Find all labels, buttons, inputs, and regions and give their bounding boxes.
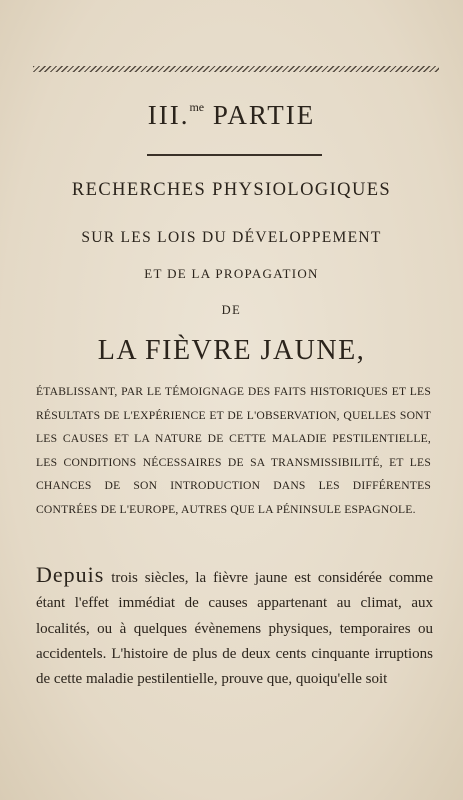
ornamental-top-rule	[33, 66, 439, 72]
title-line-1: RECHERCHES PHYSIOLOGIQUES	[71, 180, 392, 200]
part-heading	[0, 100, 463, 131]
title-line-4: DE	[221, 303, 242, 317]
body-first-word: Depuis	[36, 562, 105, 587]
main-title: LA FIÈVRE JAUNE,	[97, 335, 366, 366]
body-text: trois siècles, la fièvre jaune est considérée comme étant l'effet immédiat de causes appartenant au climat, aux localités, ou à quelques évènemens physiques, temporaires ou accidentels. L'histoire de plus de deux cents cinquante irruptions de cette maladie pestilentielle, prouve que, quoiqu'elle soit	[36, 570, 433, 688]
body-paragraph	[36, 562, 433, 692]
part-number-superscript: me	[189, 100, 205, 114]
title-line-3: ET DE LA PROPAGATION	[144, 266, 319, 281]
heading-divider	[147, 154, 322, 156]
summary-paragraph: ÉTABLISSANT, PAR LE TÉMOIGNAGE DES FAITS HISTORIQUES ET LES RÉSULTATS DE L'EXPÉRIENCE ET DE L'OBSERVATION, QUELLES SONT LES CAUSES ET LA NATURE DE CETTE MALADIE PESTILENTIELLE, LES CONDITIONS NÉCESSAIRES DE SA TRANSMISSIBILITÉ, ET LES CHANCES DE SON INTRODUCTION DANS LES DIFFÉRENTES CONTRÉES DE L'EUROPE, AUTRES QUE LA PÉNINSULE ESPAGNOLE.	[36, 385, 431, 516]
part-number: III.	[147, 100, 190, 130]
title-line-2: SUR LES LOIS DU DÉVELOPPEMENT	[81, 229, 382, 246]
part-word: PARTIE	[212, 100, 316, 130]
